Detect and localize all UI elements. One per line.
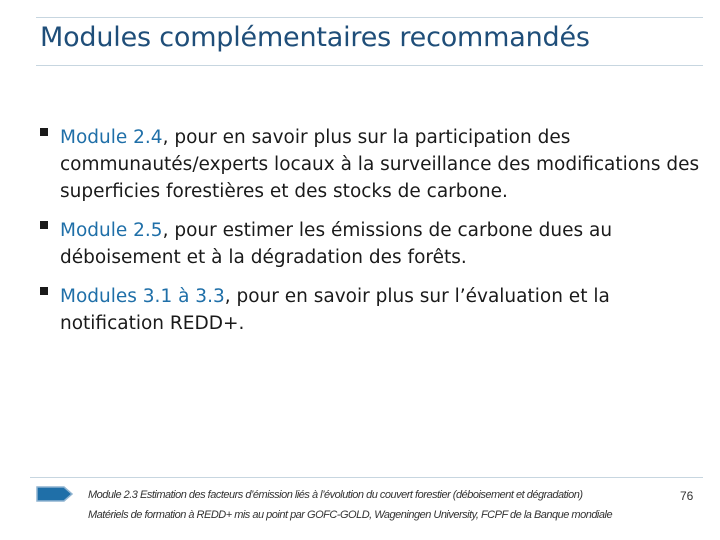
module-reference: Module 2.5 bbox=[60, 220, 163, 241]
page-number: 76 bbox=[680, 489, 694, 503]
square-bullet-icon bbox=[40, 221, 48, 229]
bullet-item bbox=[40, 217, 700, 271]
square-bullet-icon bbox=[40, 287, 48, 295]
footer-divider bbox=[30, 477, 703, 478]
footer-module-title: Module 2.3 Estimation des facteurs d’émission liés à l’évolution du couvert forestier (déboisement et dégradation) bbox=[88, 489, 583, 501]
top-divider bbox=[36, 17, 703, 18]
module-reference: Modules 3.1 à 3.3 bbox=[60, 286, 225, 307]
bullet-list bbox=[40, 124, 700, 349]
footer-credits: Matériels de formation à REDD+ mis au point par GOFC-GOLD, Wageningen University, FCPF de la Banque mondiale bbox=[88, 509, 613, 521]
title-divider bbox=[36, 65, 703, 66]
bullet-text: , pour estimer les émissions de carbone dues au déboisement et à la dégradation des forêts. bbox=[60, 220, 613, 268]
arrow-right-icon bbox=[36, 485, 74, 503]
square-bullet-icon bbox=[40, 128, 48, 136]
module-reference: Module 2.4 bbox=[60, 127, 163, 148]
bullet-text: , pour en savoir plus sur l’évaluation et la notification REDD+. bbox=[60, 286, 610, 334]
bullet-item bbox=[40, 283, 700, 337]
slide-title: Modules complémentaires recommandés bbox=[40, 22, 590, 53]
bullet-text: , pour en savoir plus sur la participation des communautés/experts locaux à la surveillance des modifications des superficies forestières et des stocks de carbone. bbox=[60, 127, 700, 202]
bullet-item bbox=[40, 124, 700, 205]
